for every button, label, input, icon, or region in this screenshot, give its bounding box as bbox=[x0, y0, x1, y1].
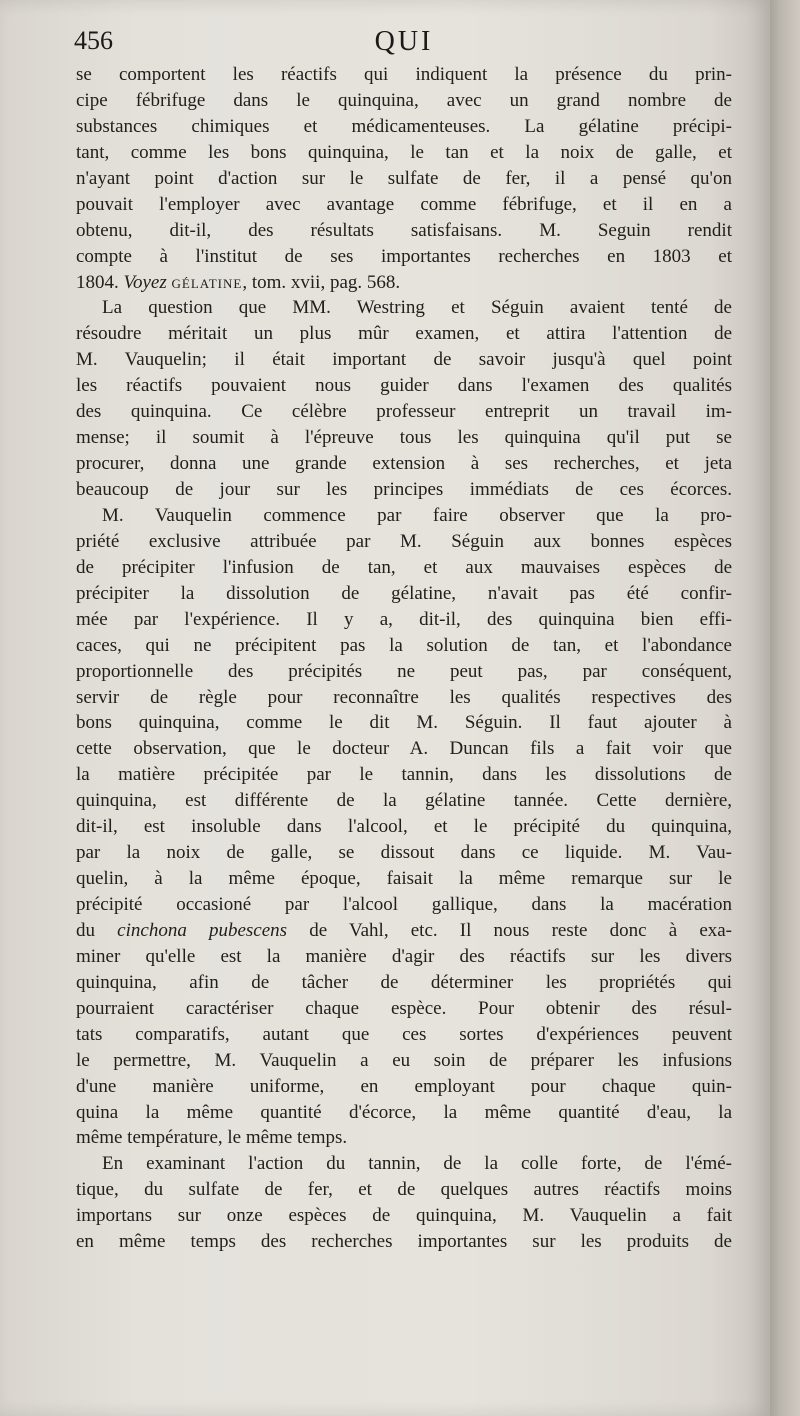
text-line: des quinquina. Ce célèbre professeur entreprit un travail im- bbox=[76, 401, 732, 423]
text-line: mense; il soumit à l'épreuve tous les quinquina qu'il put se bbox=[76, 427, 732, 449]
year-text: 1804. bbox=[76, 271, 124, 293]
cinchona-post: de Vahl, etc. Il nous reste donc à exa- bbox=[287, 919, 732, 941]
text-line: se comportent les réactifs qui indiquent la présence du prin- bbox=[76, 64, 732, 85]
text-line: quinquina, afin de tâcher de déterminer les propriétés qui bbox=[76, 971, 732, 993]
text-line: les réactifs pouvaient nous guider dans l'examen des qualités bbox=[76, 375, 732, 397]
text-line: compte à l'institut de ses importantes recherches en 1803 et bbox=[76, 245, 732, 267]
text-line: quelin, à la même époque, faisait la même remarque sur le bbox=[76, 868, 732, 890]
text-line: mée par l'expérience. Il y a, dit-il, des quinquina bien effi- bbox=[76, 608, 732, 630]
text-line: En examinant l'action du tannin, de la colle forte, de l'émé- bbox=[102, 1153, 732, 1175]
text-line: proportionnelle des précipités ne peut pas, par conséquent, bbox=[76, 660, 732, 682]
text-line bbox=[76, 918, 732, 944]
text-line: tats comparatifs, autant que ces sortes d'expériences peuvent bbox=[76, 1023, 732, 1045]
text-line: tique, du sulfate de fer, et de quelques autres réactifs moins bbox=[76, 1179, 732, 1201]
text-line: La question que MM. Westring et Séguin avaient tenté de bbox=[102, 297, 732, 319]
text-line: miner qu'elle est la manière d'agir des réactifs sur les divers bbox=[76, 945, 732, 967]
text-line: substances chimiques et médicamenteuses. La gélatine précipi- bbox=[76, 115, 732, 137]
text-line: beaucoup de jour sur les principes immédiats de ces écorces. bbox=[76, 479, 732, 500]
text-line: quinquina, est différente de la gélatine tannée. Cette dernière, bbox=[76, 790, 732, 812]
text-line: précipiter la dissolution de gélatine, n'avait pas été confir- bbox=[76, 582, 732, 604]
text-line: en même temps des recherches importantes sur les produits de bbox=[76, 1231, 732, 1253]
text-line: dit-il, est insoluble dans l'alcool, et le précipité du quinquina, bbox=[76, 816, 732, 838]
text-line: précipité occasioné par l'alcool gallique, dans la macération bbox=[76, 894, 732, 915]
voyez-text: Voyez bbox=[123, 271, 167, 293]
page-header bbox=[74, 26, 734, 60]
text-line: caces, qui ne précipitent pas la solution de tan, et l'abondance bbox=[76, 634, 732, 656]
text-line: priété exclusive attribuée par M. Séguin aux bonnes espèces bbox=[76, 530, 732, 552]
text-line: n'ayant point d'action sur le sulfate de fer, il a pensé qu'on bbox=[76, 167, 732, 189]
text-line: servir de règle pour reconnaître les qualités respectives des bbox=[76, 686, 732, 708]
text-line bbox=[76, 270, 732, 296]
text-line: M. Vauquelin commence par faire observer que la pro- bbox=[102, 504, 732, 526]
running-head: QUI bbox=[374, 26, 434, 57]
text-line: pourraient caractériser chaque espèce. Pour obtenir des résul- bbox=[76, 997, 732, 1019]
text-line: obtenu, dit-il, des résultats satisfaisans. M. Seguin rendit bbox=[76, 219, 732, 241]
text-line: quina la même quantité d'écorce, la même quantité d'eau, la bbox=[76, 1101, 732, 1123]
cinchona-species: cinchona pubescens bbox=[117, 919, 288, 941]
page-number: 456 bbox=[74, 26, 113, 55]
cinchona-pre: du bbox=[76, 919, 118, 941]
text-line: pouvait l'employer avec avantage comme fébrifuge, et il en a bbox=[76, 193, 732, 215]
text-line: par la noix de galle, se dissout dans ce liquide. M. Vau- bbox=[76, 842, 732, 864]
text-line: bons quinquina, comme le dit M. Séguin. Il faut ajouter à bbox=[76, 712, 732, 734]
page-edge bbox=[770, 0, 800, 1416]
body-text bbox=[76, 62, 732, 1255]
gelatine-reference: gélatine bbox=[171, 271, 243, 293]
text-line: même température, le même temps. bbox=[76, 1127, 348, 1149]
text-line: tant, comme les bons quinquina, le tan et la noix de galle, et bbox=[76, 141, 732, 163]
text-line: la matière précipitée par le tannin, dans les dissolutions de bbox=[76, 764, 732, 786]
text-line: résoudre méritait un plus mûr examen, et attira l'attention de bbox=[76, 323, 732, 345]
text-line: procurer, donna une grande extension à ses recherches, et jeta bbox=[76, 453, 732, 475]
text-line: M. Vauquelin; il était important de savoir jusqu'à quel point bbox=[76, 349, 732, 371]
text-line: cipe fébrifuge dans le quinquina, avec un grand nombre de bbox=[76, 89, 732, 111]
text-line: importans sur onze espèces de quinquina, M. Vauquelin a fait bbox=[76, 1205, 732, 1227]
text-line: de précipiter l'infusion de tan, et aux mauvaises espèces de bbox=[76, 556, 732, 578]
reference-text: , tom. xvii, pag. 568. bbox=[242, 271, 401, 293]
text-line: d'une manière uniforme, en employant pour chaque quin- bbox=[76, 1075, 732, 1097]
text-line: cette observation, que le docteur A. Duncan fils a fait voir que bbox=[76, 738, 732, 760]
text-line: le permettre, M. Vauquelin a eu soin de préparer les infusions bbox=[76, 1049, 732, 1071]
